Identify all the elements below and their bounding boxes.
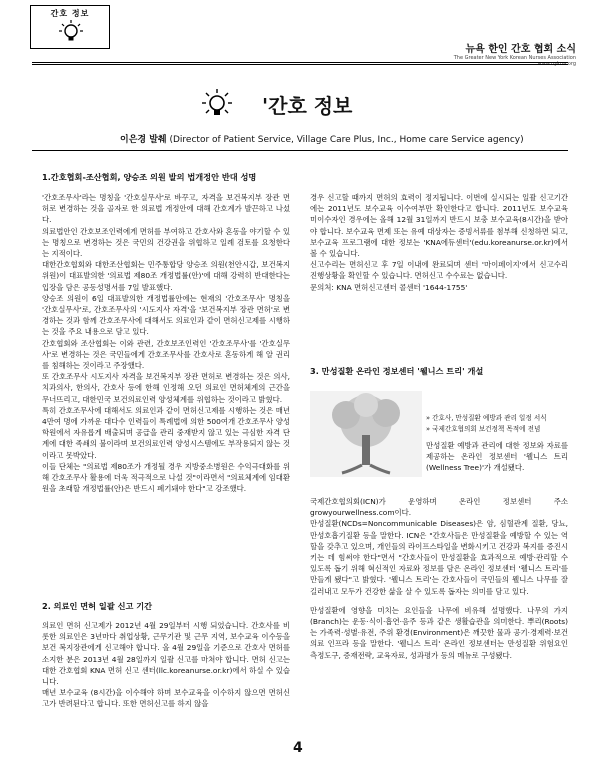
paragraph: 간호협회와 조산협회는 이와 관련, 간호보조인력인 '간호조무사'를 '간호실무사'로 변경하는 것은 국민들에게 간호조무사를 간호사로 혼동하게 해 알 권리를 침해하는 것이라고 주장했다.: [42, 338, 290, 371]
paragraph: 만성질환 예방과 관리에 대한 정보와 자료를 제공하는 온라인 정보센터 '웰니스 트리(Wellness Tree)'가 개설됐다.: [426, 441, 568, 473]
wellness-tree-illustration: [310, 391, 422, 477]
publication-url: www.nykna.org: [537, 61, 576, 67]
section-heading: 3. 만성질환 온라인 정보센터 '웰니스 트리' 개설: [310, 366, 484, 376]
paragraph: 양승조 의원이 6일 대표발의한 개정법률안에는 현재의 '간호조무사' 명칭을 '간호실무사'로, 간호조무사의 '시도지사 자격'을 '보건복지부 장관 면허'로 변경하는 것과 함께 간호조무사에 대해서도 의료인과 같이 면허신고제를 시행하는 것을 주요 내용으로 담고 있다.: [42, 293, 290, 337]
byline: [120, 132, 560, 145]
brand-label: 간호 정보: [50, 9, 90, 18]
paragraph: 의료인 면허 신고제가 2012년 4월 29일부터 시행 되었습니다. 간호사를 비롯한 의료인은 3년마다 취업상황, 근무기관 및 근무 지역, 보수교육 이수등을 보건 복지장관에게 신고해야 합니다. 올 4월 29일을 기준으로 간호사 면허를 소지한 분은 2013년 4월 28일까지 일괄 신고를 마쳐야 합니다. 면허 신고는 대한 간호협회 KNA 면허 신고 센터(llc.koreanurse.or.kr)에서 하실 수 있습니다.: [42, 621, 290, 687]
paragraph: 대한간호협회와 대한조산협회는 민주통합당 양승조 의원(천안시갑, 보건복지위원)이 대표발의한 '의료법 제80조 개정법률(안)'에 대해 강력히 반대한다는 입장을 담은 공동성명서를 7일 발표했다.: [42, 260, 290, 292]
bullet-list: [426, 413, 566, 435]
bullet-item: » 간호사, 만성질환 예방과 관리 일정 서식: [426, 414, 547, 422]
section-body: [42, 620, 290, 710]
paragraph: 경우 신고할 때까지 면허의 효력이 정지됩니다. 이번에 실시되는 일괄 신고기간에는 2011년도 보수교육 이수여부만 확인한다고 합니다. 2011년도 보수교육 미이수자인 경우에는 올해 12월 31일까지 반드시 보충 보수교육(8시간)을 받아야 합니다. 보수교육 면제 또는 유예 대상자는 증빙서류를 첨부해 신청하면 되고, 보수교육 프로그램에 대한 정보는 'KNA에듀센터'(edu.koreanurse.or.kr)에서 볼 수 있습니다.: [310, 193, 568, 259]
paragraph: 또 간호조무사 시도지사 자격을 보건복지부 장관 면허로 변경하는 것은 의사, 치과의사, 한의사, 간호사 등에 한해 인정해 오던 의료인 면허체계의 근간을 무너뜨리고, 대한민국 보건의료인력 양성체계를 위협하는 것이라고 밝혔다.: [42, 372, 290, 404]
paragraph: 의료법안인 간호보조인력에게 면허를 부여하고 간호사와 혼동을 야기할 수 있는 명칭으로 변경하는 것은 국민의 건강권을 위협하고 일례 검토를 요청한다는 지적이다.: [42, 226, 290, 259]
section-body: [310, 496, 568, 661]
paragraph: 특히 간호조무사에 대해서도 의료인과 같이 면허신고제를 시행하는 것은 매년 4만여 명에 가까운 대다수 인력들이 특례법에 의한 500여개 간호조무사 양성학원에서 자유롭게 배출되며 공급을 관리 중재받지 않고 있는 극심한 자격 단계에 대한 족쇄의 불이라며 보건의료인력 양성시스템에도 부작용되지 않는 것이라고 못박았다.: [42, 405, 290, 460]
author-credit: (Director of Patient Service, Village Care Plus, Inc., Home care Service agency): [169, 135, 524, 145]
paragraph: 국제간호협의회(ICN)가 운영하며 온라인 정보센터 주소 growyourwellness.com이다.: [310, 497, 568, 518]
header-rule-thin: [32, 64, 568, 65]
lightbulb-icon: [58, 19, 84, 45]
publication-name-korean: 뉴욕 한인 간호 협회 소식: [465, 44, 576, 55]
section-body: [426, 440, 568, 474]
paragraph: 만성질환에 영향을 미치는 요인들을 나무에 비유해 설명했다. 나무의 가지(Branch)는 운동·식이·흡연·음주 등과 같은 생활습관을 의미한다. 뿌리(Roots)는 가족력·성별·유전, 주위 환경(Environment)은 깨끗한 물과 공기·경제력·보건의료 인프라 등을 말한다. '웰니스 트리' 온라인 정보센터는 만성질환 위험요인 측정도구, 증재전략, 교육자료, 성과평가 등의 메뉴로 구성됐다.: [310, 605, 568, 660]
paragraph: '간호조무사'라는 명칭을 '간호실무사'로 바꾸고, 자격을 보건복지부 장관 면허로 변경하는 것을 골자로 한 의료법 개정안에 대해 간호계가 발끈하고 나섰다.: [42, 193, 290, 225]
paragraph: 문의처: KNA 면허신고센터 콜센터 '1644-1755': [310, 282, 468, 292]
paragraph: 만성질환(NCDs=Noncommunicable Diseases)은 암, 심혈관계 질환, 당뇨, 만성호흡기질환 등을 말한다. ICN은 "간호사들은 만성질환을 예방할 수 있는 역할을 갖추고 있으며, 개인들의 라이프스타일을 변화시키고 건강과 복지를 증진시키는 데 힘써야 한다"면서 "간호사들이 만성질환을 효과적으로 예방·관리할 수 있도록 돕기 위해 혁신적인 자료와 정보를 담은 온라인 정보센터 '웰니스 트리'를 만들게 됐다"고 밝혔다. '웰니스 트리'는 간호사들이 국민들의 웰니스 나무를 잘 길러내고 모두가 건강한 삶을 살 수 있도록 돕자는 의미를 담고 있다.: [310, 519, 568, 596]
header-rule: [32, 62, 568, 63]
section-body-continued: [310, 192, 568, 293]
paragraph: 매년 보수교육 (8시간)을 이수해야 하며 보수교육을 이수하지 않으면 면허신고가 반려된다고 합니다. 또한 면허신고를 하지 않을: [42, 688, 290, 709]
author-name: 이은경 발췌: [120, 135, 167, 145]
article-title: '간호 정보: [262, 94, 353, 118]
section-heading: 1.간호협회-조산협회, 양승조 의원 발의 법개정안 반대 성명: [42, 172, 257, 182]
paragraph: 신고수리는 면허신고 후 7일 이내에 완료되며 센터 '마이페이지'에서 신고수리 진행상황을 확인할 수 있습니다. 면허신고 수수료는 없습니다.: [310, 260, 568, 281]
section-heading: 2. 의료인 면허 일괄 신고 기간: [42, 601, 153, 611]
page-number: 4: [293, 740, 303, 756]
section-body: [42, 192, 290, 494]
paragraph: 이들 단체는 "의료법 제80조가 개정될 경우 지방중소병원은 수익극대화를 위해 간호조무사 활용에 더욱 적극적으로 나설 것"이라면서 "의료체계에 임대환원을 초래할 개정법률(안)은 반드시 폐기돼야 한다"고 강조했다.: [42, 461, 290, 494]
lightbulb-icon: [198, 87, 236, 123]
brand-box: [30, 5, 110, 49]
publication-name-english: The Greater New York Korean Nurses Association: [453, 55, 576, 61]
bullet-item: » 국제간호협의회 보건정책 목적에 전념: [426, 425, 541, 433]
title-rule: [32, 150, 568, 151]
